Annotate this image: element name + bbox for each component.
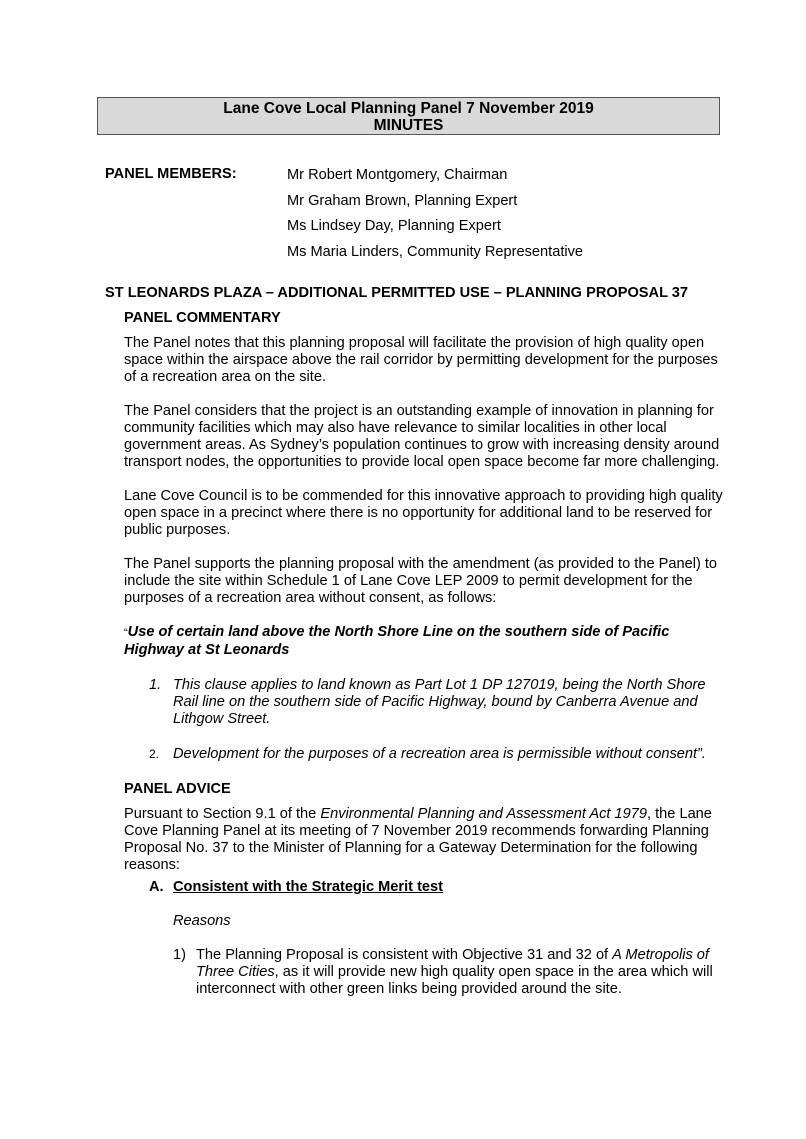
commentary-paragraph: The Panel supports the planning proposal with the amendment (as provided to the Panel) to include the site within Schedule 1 of Lane Cove LEP 2009 to permit development for the purposes of a recreation area without consent, as follows: [124, 556, 718, 606]
advice-intro-text: Pursuant to Section 9.1 of the [124, 806, 321, 822]
clause-heading [124, 624, 724, 659]
reason-text: The Planning Proposal is consistent with Objective 31 and 32 of [196, 947, 613, 963]
reasons-label: Reasons [173, 913, 231, 929]
clause-item [124, 746, 724, 763]
advice-intro-text-end: , the Lane Cove Planning Panel at its meeting of 7 November 2019 recommends forwarding Planning Proposal No. 37 to the Minister of Planning for a Gateway Determination for the following reasons: [124, 806, 712, 873]
panel-member: Ms Maria Linders, Community Representative [287, 243, 584, 260]
clause-heading-text: Use of certain land above the North Shore Line on the southern side of Pacific Highway at St Leonards [124, 624, 670, 658]
minutes-heading: MINUTES [373, 117, 444, 134]
act-name: Environmental Planning and Assessment Act 1979 [320, 806, 647, 822]
reason-item [124, 947, 724, 998]
reason-text-end: , as it will provide new high quality open space in the area which will interconnect with other green links being provided around the site. [196, 964, 713, 997]
panel-members-label: PANEL MEMBERS: [105, 166, 237, 182]
meeting-title: Lane Cove Local Planning Panel 7 November 2019 [223, 100, 594, 117]
commentary-paragraph: The Panel notes that this planning proposal will facilitate the provision of high quality open space within the airspace above the rail corridor by permitting development for the purposes of a recreation area on the site. [124, 335, 718, 385]
subheading-letter: A. [149, 879, 164, 895]
clause-number: 2. [149, 747, 160, 761]
subheading-title: Consistent with the Strategic Merit test [173, 879, 444, 895]
clause-text: This clause applies to land known as Part Lot 1 DP 127019, being the North Shore Rail line on the southern side of Pacific Highway, bound by Canberra Avenue and Lithgow Street. [173, 677, 706, 727]
advice-intro [124, 806, 724, 874]
reason-number: 1) [173, 947, 186, 963]
merit-subheading [124, 879, 724, 896]
plan-title: A Metropolis of Three Cities [196, 947, 709, 980]
panel-advice-heading: PANEL ADVICE [124, 781, 231, 797]
panel-member: Ms Lindsey Day, Planning Expert [287, 218, 501, 234]
minutes-body [124, 310, 724, 998]
item-title: ST LEONARDS PLAZA – ADDITIONAL PERMITTED USE – PLANNING PROPOSAL 37 [105, 285, 689, 301]
open-quote: “ [124, 627, 128, 639]
panel-members-list [287, 166, 583, 268]
commentary-paragraph: The Panel considers that the project is an outstanding example of innovation in planning for community facilities which may also have relevance to similar localities in other local government areas. As Sydney’s population continues to grow with increasing density around transport nodes, the opportunities to provide local open space become far more challenging. [124, 403, 720, 470]
clause-number: 1. [149, 677, 162, 693]
panel-member: Mr Graham Brown, Planning Expert [287, 192, 518, 209]
commentary-paragraph: Lane Cove Council is to be commended for this innovative approach to providing high quality open space in a precinct where there is no opportunity for additional land to be reserved for public purposes. [124, 488, 723, 538]
minutes-title-box [97, 97, 720, 135]
clause-text: Development for the purposes of a recreation area is permissible without consent”. [173, 746, 706, 762]
panel-member: Mr Robert Montgomery, Chairman [287, 167, 508, 183]
clause-item [124, 677, 724, 728]
panel-commentary-heading: PANEL COMMENTARY [124, 310, 281, 326]
